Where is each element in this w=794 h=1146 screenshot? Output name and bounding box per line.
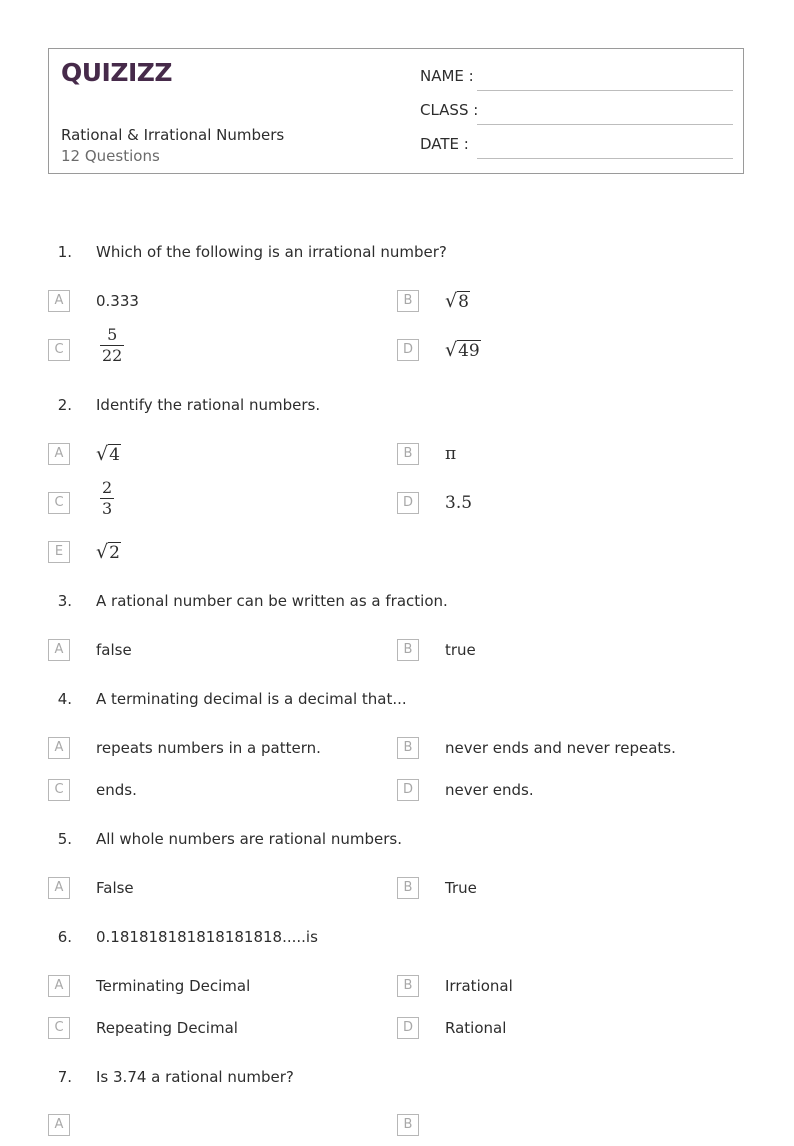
option-letter-box[interactable]: B: [397, 290, 419, 312]
date-line[interactable]: [477, 158, 733, 159]
option-letter-box[interactable]: A: [48, 290, 70, 312]
question-text: A terminating decimal is a decimal that...: [96, 690, 407, 708]
option-letter-box[interactable]: A: [48, 737, 70, 759]
option-letter-box[interactable]: C: [48, 779, 70, 801]
date-label: DATE :: [420, 135, 469, 153]
option-e[interactable]: [48, 533, 388, 573]
option-text: never ends.: [445, 781, 534, 799]
question-number: 2.: [57, 396, 72, 414]
radicand: 2: [109, 543, 120, 563]
question-number: 1.: [57, 243, 72, 261]
option-b[interactable]: [397, 869, 737, 909]
option-a[interactable]: [48, 435, 388, 475]
question-6: [0, 925, 794, 949]
question-4: [0, 687, 794, 711]
option-b[interactable]: [397, 967, 737, 1007]
option-letter-box[interactable]: D: [397, 339, 419, 361]
option-letter-box[interactable]: B: [397, 639, 419, 661]
option-c[interactable]: [48, 771, 388, 811]
numerator: 2: [102, 478, 113, 497]
option-text: 0.333: [96, 292, 139, 310]
option-math: [96, 442, 121, 467]
option-letter-box[interactable]: B: [397, 443, 419, 465]
option-math: [445, 289, 470, 314]
radical-sign: √: [96, 541, 109, 563]
radical-sign: √: [445, 290, 458, 312]
option-b[interactable]: [397, 631, 737, 671]
option-a[interactable]: [48, 1106, 388, 1146]
question-text: A rational number can be written as a fraction.: [96, 592, 448, 610]
option-d[interactable]: [397, 771, 737, 811]
option-text: never ends and never repeats.: [445, 739, 676, 757]
numerator: 5: [107, 325, 118, 344]
option-letter-box[interactable]: C: [48, 339, 70, 361]
question-text: Is 3.74 a rational number?: [96, 1068, 294, 1086]
question-7: [0, 1065, 794, 1089]
name-field[interactable]: [420, 67, 733, 91]
option-letter-box[interactable]: C: [48, 492, 70, 514]
question-1: [0, 240, 794, 264]
option-text: Repeating Decimal: [96, 1019, 238, 1037]
option-c[interactable]: [48, 1009, 388, 1049]
option-letter-box[interactable]: B: [397, 737, 419, 759]
option-b[interactable]: [397, 729, 737, 769]
radicand: 4: [109, 445, 120, 465]
denominator: 22: [102, 346, 123, 365]
question-text: Identify the rational numbers.: [96, 396, 321, 414]
sqrt-expression: [96, 540, 121, 565]
question-text: 0.181818181818181818.....is: [96, 928, 318, 946]
option-a[interactable]: [48, 631, 388, 671]
option-text: Terminating Decimal: [96, 977, 251, 995]
option-a[interactable]: [48, 282, 388, 322]
option-letter-box[interactable]: E: [48, 541, 70, 563]
quizizz-logo: QUIZIZZ: [61, 58, 173, 87]
option-math: [445, 338, 481, 363]
fraction: [100, 478, 114, 519]
name-label: NAME :: [420, 67, 474, 85]
option-letter-box[interactable]: C: [48, 1017, 70, 1039]
date-field[interactable]: [420, 135, 733, 159]
sqrt-expression: [96, 442, 121, 467]
option-letter-box[interactable]: A: [48, 443, 70, 465]
question-number: 4.: [57, 690, 72, 708]
option-a[interactable]: [48, 729, 388, 769]
option-b[interactable]: [397, 282, 737, 322]
question-number: 5.: [57, 830, 72, 848]
name-line[interactable]: [477, 90, 733, 91]
option-text: false: [96, 641, 132, 659]
question-3: [0, 589, 794, 613]
question-5: [0, 827, 794, 851]
option-d[interactable]: [397, 331, 737, 371]
option-letter-box[interactable]: B: [397, 1114, 419, 1136]
option-letter-box[interactable]: A: [48, 639, 70, 661]
option-letter-box[interactable]: B: [397, 877, 419, 899]
option-math: π: [445, 444, 457, 464]
sqrt-expression: [445, 338, 481, 363]
option-text: repeats numbers in a pattern.: [96, 739, 321, 757]
question-text: All whole numbers are rational numbers.: [96, 830, 402, 848]
option-c[interactable]: [48, 478, 388, 524]
option-text: true: [445, 641, 476, 659]
option-text: Irrational: [445, 977, 513, 995]
question-number: 6.: [57, 928, 72, 946]
option-letter-box[interactable]: D: [397, 492, 419, 514]
worksheet-title: Rational & Irrational Numbers: [61, 126, 285, 144]
question-count: 12 Questions: [61, 147, 160, 165]
question-number: 3.: [57, 592, 72, 610]
class-field[interactable]: [420, 101, 733, 125]
radicand: 49: [458, 341, 480, 361]
option-text: False: [96, 879, 134, 897]
option-letter-box[interactable]: A: [48, 975, 70, 997]
radical-sign: √: [96, 443, 109, 465]
question-text: Which of the following is an irrational number?: [96, 243, 447, 261]
option-math: 3.5: [445, 493, 473, 513]
option-text: Rational: [445, 1019, 507, 1037]
class-label: CLASS :: [420, 101, 479, 119]
option-letter-box[interactable]: A: [48, 877, 70, 899]
option-letter-box[interactable]: A: [48, 1114, 70, 1136]
question-number: 7.: [57, 1068, 72, 1086]
sqrt-expression: [445, 289, 470, 314]
fraction: [100, 325, 124, 366]
option-letter-box[interactable]: D: [397, 779, 419, 801]
option-a[interactable]: [48, 869, 388, 909]
worksheet-header: [48, 48, 744, 174]
denominator: 3: [102, 499, 113, 518]
class-line[interactable]: [477, 124, 733, 125]
option-text: True: [445, 879, 477, 897]
option-text: ends.: [96, 781, 137, 799]
radicand: 8: [458, 292, 469, 312]
option-b[interactable]: [397, 1106, 737, 1146]
option-d[interactable]: [397, 1009, 737, 1049]
option-b[interactable]: [397, 435, 737, 475]
option-d[interactable]: [397, 484, 737, 524]
option-letter-box[interactable]: B: [397, 975, 419, 997]
radical-sign: √: [445, 339, 458, 361]
option-a[interactable]: [48, 967, 388, 1007]
option-math: [96, 540, 121, 565]
question-2: [0, 393, 794, 417]
option-letter-box[interactable]: D: [397, 1017, 419, 1039]
option-c[interactable]: [48, 325, 388, 371]
